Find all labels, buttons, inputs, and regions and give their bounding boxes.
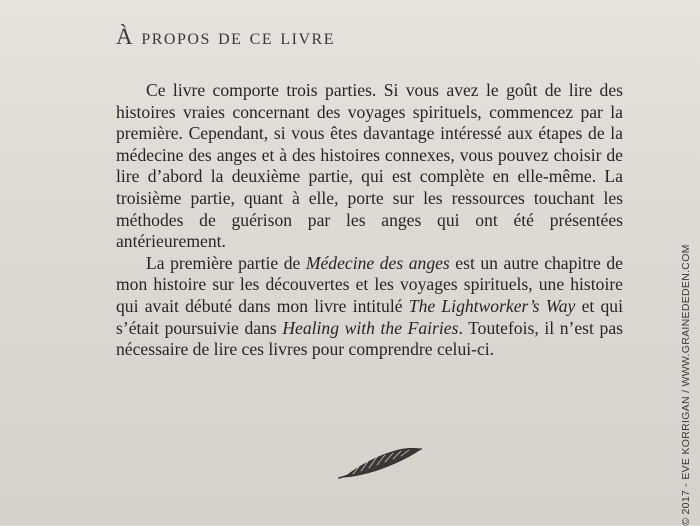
text-run: . Toutefois, il n’est pas nécessaire de lire ces livres pour comprendre celui-ci. [116, 317, 623, 360]
text-run: Ce livre comporte trois parties. Si vous avez le goût de lire des histoires vraies concernant des voyages spirituels, commencez par la première. Cependant, si vous êtes davantage intéressé aux étapes de la médecine des anges et à des histoires connexes, vous pouvez choisir de lire d’abord la deuxième partie, qui est complète en elle-même. La troisième partie, quant à elle, porte sur les ressources touchant les méthodes de guérison par les anges qui ont été présentées antérieurement. [116, 80, 623, 252]
copyright-watermark [671, 244, 700, 526]
paragraph [116, 80, 623, 253]
italic-title: Healing with the Fairies [282, 317, 459, 338]
paragraph [116, 253, 623, 361]
italic-title: The Lightworker’s Way [408, 295, 576, 316]
text-run: La première partie de [146, 252, 306, 273]
text-run: et qui s’était poursuivie dans [116, 295, 623, 338]
text-run: est un autre chapitre de mon histoire sur les découvertes et les voyages spirituels, une histoire qui avait débuté dans mon livre intitulé [116, 252, 623, 316]
body-text [116, 80, 623, 361]
section-title: À propos de ce livre [116, 24, 335, 49]
copyright-text: © 2017 - EVE KORRIGAN / WWW.GRAINEDEDEN.COM [680, 244, 692, 526]
italic-title: Médecine des anges [305, 252, 450, 273]
feather-icon [333, 444, 425, 484]
